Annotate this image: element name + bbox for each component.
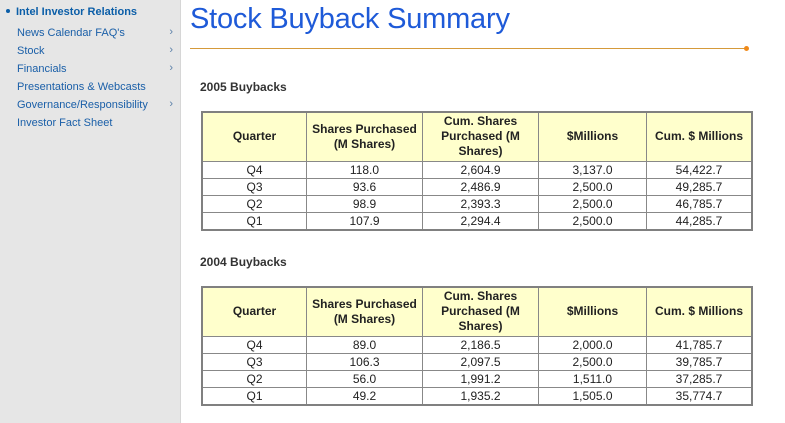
table-cell: 1,511.0 <box>539 370 647 387</box>
chevron-right-icon: › <box>169 62 173 74</box>
column-header-quarter: Quarter <box>202 112 307 161</box>
sidebar-item-financials[interactable] <box>17 63 177 75</box>
table-cell: 106.3 <box>307 353 423 370</box>
table-cell: 2,604.9 <box>423 161 539 178</box>
column-header-millions: $Millions <box>539 112 647 161</box>
table-cell: Q3 <box>202 178 307 195</box>
table-cell: Q3 <box>202 353 307 370</box>
table-row <box>202 161 752 178</box>
sidebar-item-news-calendar-faqs[interactable] <box>17 27 177 39</box>
column-header-millions: $Millions <box>539 287 647 336</box>
table-cell: 2,097.5 <box>423 353 539 370</box>
sidebar-item-stock[interactable] <box>17 45 177 57</box>
section-title-2005: 2005 Buybacks <box>200 80 287 94</box>
table-cell: 2,500.0 <box>539 212 647 230</box>
table-cell: Q2 <box>202 370 307 387</box>
table-cell: 54,422.7 <box>647 161 753 178</box>
sidebar-item-label: Presentations & Webcasts <box>17 81 146 93</box>
table-cell: 49.2 <box>307 387 423 405</box>
table-header-row <box>202 112 752 161</box>
table-row <box>202 370 752 387</box>
table-cell: 41,785.7 <box>647 336 753 353</box>
table-cell: Q2 <box>202 195 307 212</box>
table-cell: 89.0 <box>307 336 423 353</box>
sidebar-item-label: Stock <box>17 45 45 57</box>
sidebar <box>0 0 181 423</box>
sidebar-item-label: Investor Fact Sheet <box>17 117 113 129</box>
table-header-row <box>202 287 752 336</box>
chevron-right-icon: › <box>169 44 173 56</box>
buyback-table-2005 <box>201 111 753 231</box>
sidebar-item-governance-responsibility[interactable] <box>17 99 177 111</box>
table-row <box>202 387 752 405</box>
table-row <box>202 178 752 195</box>
divider-dot-icon <box>744 46 749 51</box>
chevron-right-icon: › <box>169 98 173 110</box>
table-cell: 46,785.7 <box>647 195 753 212</box>
column-header-cum-millions: Cum. $ Millions <box>647 287 753 336</box>
chevron-right-icon: › <box>169 26 173 38</box>
column-header-cum-millions: Cum. $ Millions <box>647 112 753 161</box>
table-cell: 1,991.2 <box>423 370 539 387</box>
table-cell: 35,774.7 <box>647 387 753 405</box>
buyback-table-2004 <box>201 286 753 406</box>
table-cell: 1,505.0 <box>539 387 647 405</box>
table-cell: 93.6 <box>307 178 423 195</box>
table-cell: Q4 <box>202 336 307 353</box>
column-header-shares-purchased: Shares Purchased (M Shares) <box>307 112 423 161</box>
sidebar-header-label: Intel Investor Relations <box>16 6 138 18</box>
table-cell: Q1 <box>202 387 307 405</box>
table-cell: 2,393.3 <box>423 195 539 212</box>
table-cell: 3,137.0 <box>539 161 647 178</box>
column-header-cum-shares-purchased: Cum. Shares Purchased (M Shares) <box>423 287 539 336</box>
table-cell: 118.0 <box>307 161 423 178</box>
table-cell: 2,500.0 <box>539 178 647 195</box>
table-row <box>202 353 752 370</box>
sidebar-item-label: Governance/Responsibility <box>17 99 148 111</box>
table-cell: 2,186.5 <box>423 336 539 353</box>
section-title-2004: 2004 Buybacks <box>200 255 287 269</box>
table-cell: 2,000.0 <box>539 336 647 353</box>
table-cell: 2,294.4 <box>423 212 539 230</box>
page-title: Stock Buyback Summary <box>190 3 510 35</box>
table-cell: 2,486.9 <box>423 178 539 195</box>
table-cell: 49,285.7 <box>647 178 753 195</box>
table-cell: 2,500.0 <box>539 353 647 370</box>
title-divider <box>190 48 746 49</box>
sidebar-item-investor-fact-sheet[interactable] <box>17 117 177 129</box>
sidebar-item-presentations-webcasts[interactable] <box>17 81 177 93</box>
table-row <box>202 195 752 212</box>
table-row <box>202 336 752 353</box>
column-header-quarter: Quarter <box>202 287 307 336</box>
table-cell: Q1 <box>202 212 307 230</box>
sidebar-item-label: Financials <box>17 63 67 75</box>
table-cell: 37,285.7 <box>647 370 753 387</box>
column-header-shares-purchased: Shares Purchased (M Shares) <box>307 287 423 336</box>
table-cell: 44,285.7 <box>647 212 753 230</box>
column-header-cum-shares-purchased: Cum. Shares Purchased (M Shares) <box>423 112 539 161</box>
table-cell: Q4 <box>202 161 307 178</box>
sidebar-header[interactable] <box>6 6 137 18</box>
table-cell: 39,785.7 <box>647 353 753 370</box>
sidebar-item-label: News Calendar FAQ's <box>17 27 125 39</box>
table-row <box>202 212 752 230</box>
table-cell: 2,500.0 <box>539 195 647 212</box>
table-cell: 98.9 <box>307 195 423 212</box>
table-cell: 107.9 <box>307 212 423 230</box>
table-cell: 56.0 <box>307 370 423 387</box>
bullet-icon <box>6 9 10 13</box>
table-cell: 1,935.2 <box>423 387 539 405</box>
